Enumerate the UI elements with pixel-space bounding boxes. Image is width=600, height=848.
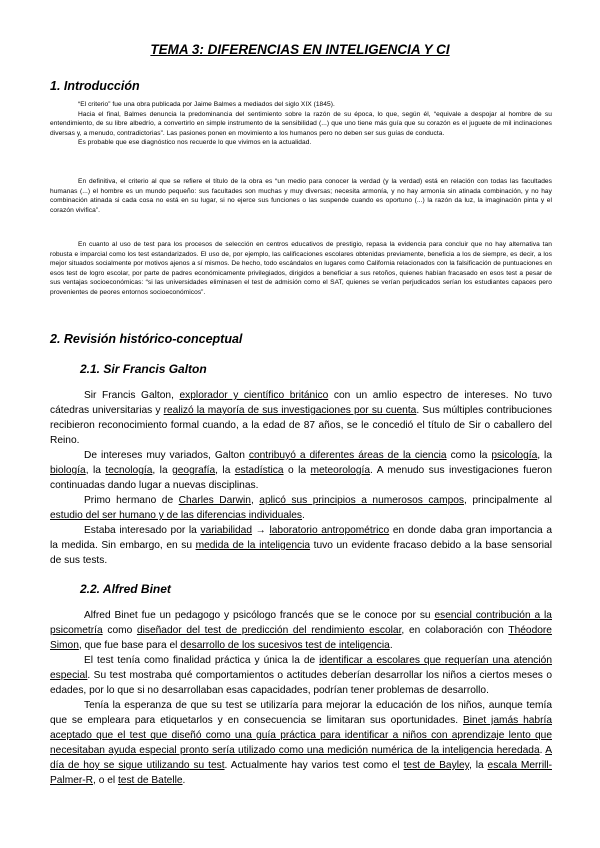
galton-paragraph-3	[50, 493, 552, 523]
text-run: ,	[250, 495, 260, 506]
underlined-term: test de Batelle	[117, 775, 183, 786]
document-title: TEMA 3: DIFERENCIAS EN INTELIGENCIA Y CI	[150, 42, 450, 57]
text-run: Primo hermano de	[84, 495, 179, 506]
text-run: .	[302, 510, 305, 521]
text-run: .	[539, 745, 546, 756]
underlined-term: diseñador del test de predicción del rendimiento escolar	[136, 625, 402, 636]
intro-block-3	[50, 240, 552, 298]
text-run: , la	[85, 465, 106, 476]
underlined-term: variabilidad	[200, 525, 253, 536]
galton-paragraph-1	[50, 388, 552, 448]
text-run: como	[102, 625, 137, 636]
text-run: o la	[283, 465, 311, 476]
binet-paragraph-1	[50, 608, 552, 653]
text-run: , la	[468, 760, 488, 771]
intro-paragraph-2: Hacia el final, Balmes denuncia la predominancia del sentimiento sobre la razón de su época, lo que, según él, “equivale a despojar al hombre de su entendimiento, de su libre albedrío, a convertirlo en simple instrumento de la sensibilidad (...) que uno tiene más guía que su corazón es el juguete de mil inclinaciones diversas y, a menudo, contradictorias”. Las pasiones ponen en movimiento a los humanos pero no deben ser sus guías de conducta.	[50, 110, 552, 137]
underlined-term: estadística	[234, 465, 284, 476]
underlined-term: psicología	[491, 450, 538, 461]
text-run: . Sus múltiples contribuciones recibieron reconocimiento formal cuando, a la edad de 87 años, se le concedió el título de Sir o caballero del Reino.	[50, 405, 553, 446]
text-run: Alfred Binet fue un pedagogo y psicólogo francés que se le conoce por su	[84, 610, 435, 621]
underlined-term: A día de hoy se sigue utilizando su test	[50, 745, 552, 771]
galton-paragraph-4	[50, 523, 552, 568]
binet-paragraph-2	[50, 653, 552, 698]
underlined-term: Binet jamás habría aceptado que el test que diseñó como una guía práctica para identificar a niños con aprendizaje lento que necesitaban ayuda especial pronto sería utilizado como una medición numérica de la inteligencia heredada	[50, 715, 552, 756]
subsection-heading-binet: 2.2. Alfred Binet	[80, 582, 171, 596]
text-run: , en colaboración con	[401, 625, 509, 636]
text-run: De intereses muy variados, Galton	[84, 450, 249, 461]
intro-block-2	[50, 177, 552, 215]
underlined-term: realizó la mayoría de sus investigaciones por su cuenta	[163, 405, 417, 416]
section-heading-introduccion: 1. Introducción	[50, 79, 140, 93]
underlined-term: medida de la inteligencia	[195, 540, 311, 551]
underlined-term: meteorología	[310, 465, 370, 476]
intro-block-1	[50, 100, 552, 148]
text-run: .	[182, 775, 186, 786]
intro-paragraph-5: En cuanto al uso de test para los procesos de selección en centros educativos de prestigio, repasa la evidencia para concluir que no hay alternativa tan robusta e imparcial como los test estandarizados. El uso de, por ejemplo, las calificaciones escolares obtenidas previamente, beneficia a los de siempre, es decir, a los mejor situados socialmente por motivos ajenos a sí mismos. De hecho, todo escándalos en lugares como California relacionados con la falsificación de puntuaciones en esos test de logro escolar, por parte de padres económicamente privilegiados, dirigidos a beneficiar a sus retoños, quienes habían fracasado en esos test a pesar de sus ventajas socioeconómicas: “si las universidades eliminasen el test de admisión como el SAT, quienes se verían perjudicados serían los estudiantes capaces pero provenientes de peores entornos socioeconómicos”.	[50, 241, 552, 296]
text-run: como la	[446, 450, 492, 461]
text-run: Estaba interesado por la	[84, 525, 201, 536]
underlined-term: tecnología	[105, 465, 153, 476]
underlined-term: escala Merrill-Palmer-R	[50, 760, 552, 786]
underlined-term: contribuyó a diferentes áreas de la ciencia	[248, 450, 447, 461]
text-run: en donde daba gran importancia a la medida. Sin embargo, en su	[50, 525, 552, 551]
text-run: Tenía la esperanza de que su test se utilizaría para mejorar la educación de los niños, aunque temía que se empleara para etiquetarlos y en consecuencia se limitaran sus oportunidades.	[50, 700, 552, 726]
intro-paragraph-4: En definitiva, el criterio al que se refiere el título de la obra es “un medio para conocer la verdad (y la verdad) está en relación con todas las facultades humanas (...) el hombre es un mundo pequeño: sus facultades son muchas y muy diversas; necesita armonía, y no hay armonía sin atinada combinación, y no hay combinación atinada si cada cosa no está en su lugar, si no ejerce sus funciones o las suspende cuando es oportuno (...) la razón da luz, la imaginación pinta y el corazón vivifica”.	[50, 178, 552, 214]
text-run: con un amlio espectro de intereses. No tuvo cátedras universitarias y	[50, 390, 552, 416]
galton-paragraph-2	[50, 448, 552, 493]
underlined-term: Théodore Simon	[50, 625, 552, 651]
subsection-heading-galton: 2.1. Sir Francis Galton	[80, 362, 207, 376]
text-run: , la	[215, 465, 235, 476]
underlined-term: Charles Darwin	[178, 495, 251, 506]
underlined-term: estudio del ser humano y de las diferencias individuales	[50, 510, 303, 521]
underlined-term: desarrollo de los sucesivos test de inteligencia	[180, 640, 390, 651]
galton-text	[50, 388, 552, 568]
text-run: tuvo un evidente fracaso debido a la base sensorial de sus tests.	[50, 540, 552, 566]
text-run: , que fue base para el	[78, 640, 181, 651]
binet-text	[50, 608, 552, 788]
text-run: . Actualmente hay varios test como el	[224, 760, 404, 771]
underlined-term: identificar a escolares que requerían una atención especial	[50, 655, 552, 681]
text-run: , la	[152, 465, 173, 476]
section-heading-revision: 2. Revisión histórico-conceptual	[50, 332, 243, 346]
text-run: , principalmente al	[464, 495, 553, 506]
underlined-term: aplicó sus principios a numerosos campos	[259, 495, 464, 506]
underlined-term: esencial contribución a la psicometría	[50, 610, 552, 636]
intro-paragraph-1: “El criterio” fue una obra publicada por Jaime Balmes a mediados del siglo XIX (1845).	[78, 101, 335, 108]
text-run: Sir Francis Galton,	[84, 390, 180, 401]
binet-paragraph-3	[50, 698, 552, 788]
text-run: . Su test mostraba qué comportamientos o actitudes deberían desarrollar los niños a ciertos meses o edades, por lo que si no desarrollaban esas capacidades, podrían tener problemas de desarrollo.	[50, 670, 552, 696]
underlined-term: explorador y científico británico	[179, 390, 329, 401]
text-run: . A menudo sus investigaciones fueron continuadas dando lugar a nuevas disciplinas.	[50, 465, 553, 491]
text-run: El test tenía como finalidad práctica y única la de	[84, 655, 320, 666]
text-run: , o el	[93, 775, 118, 786]
intro-paragraph-3: Es probable que ese diagnóstico nos recuerde lo que vivimos en la actualidad.	[78, 139, 312, 147]
text-run: .	[389, 640, 393, 651]
underlined-term: biología	[50, 465, 86, 476]
underlined-term: test de Bayley	[403, 760, 469, 771]
underlined-term: laboratorio antropométrico	[269, 525, 390, 536]
text-run: →	[252, 525, 270, 536]
underlined-term: geografía	[172, 465, 216, 476]
text-run: , la	[537, 450, 552, 461]
